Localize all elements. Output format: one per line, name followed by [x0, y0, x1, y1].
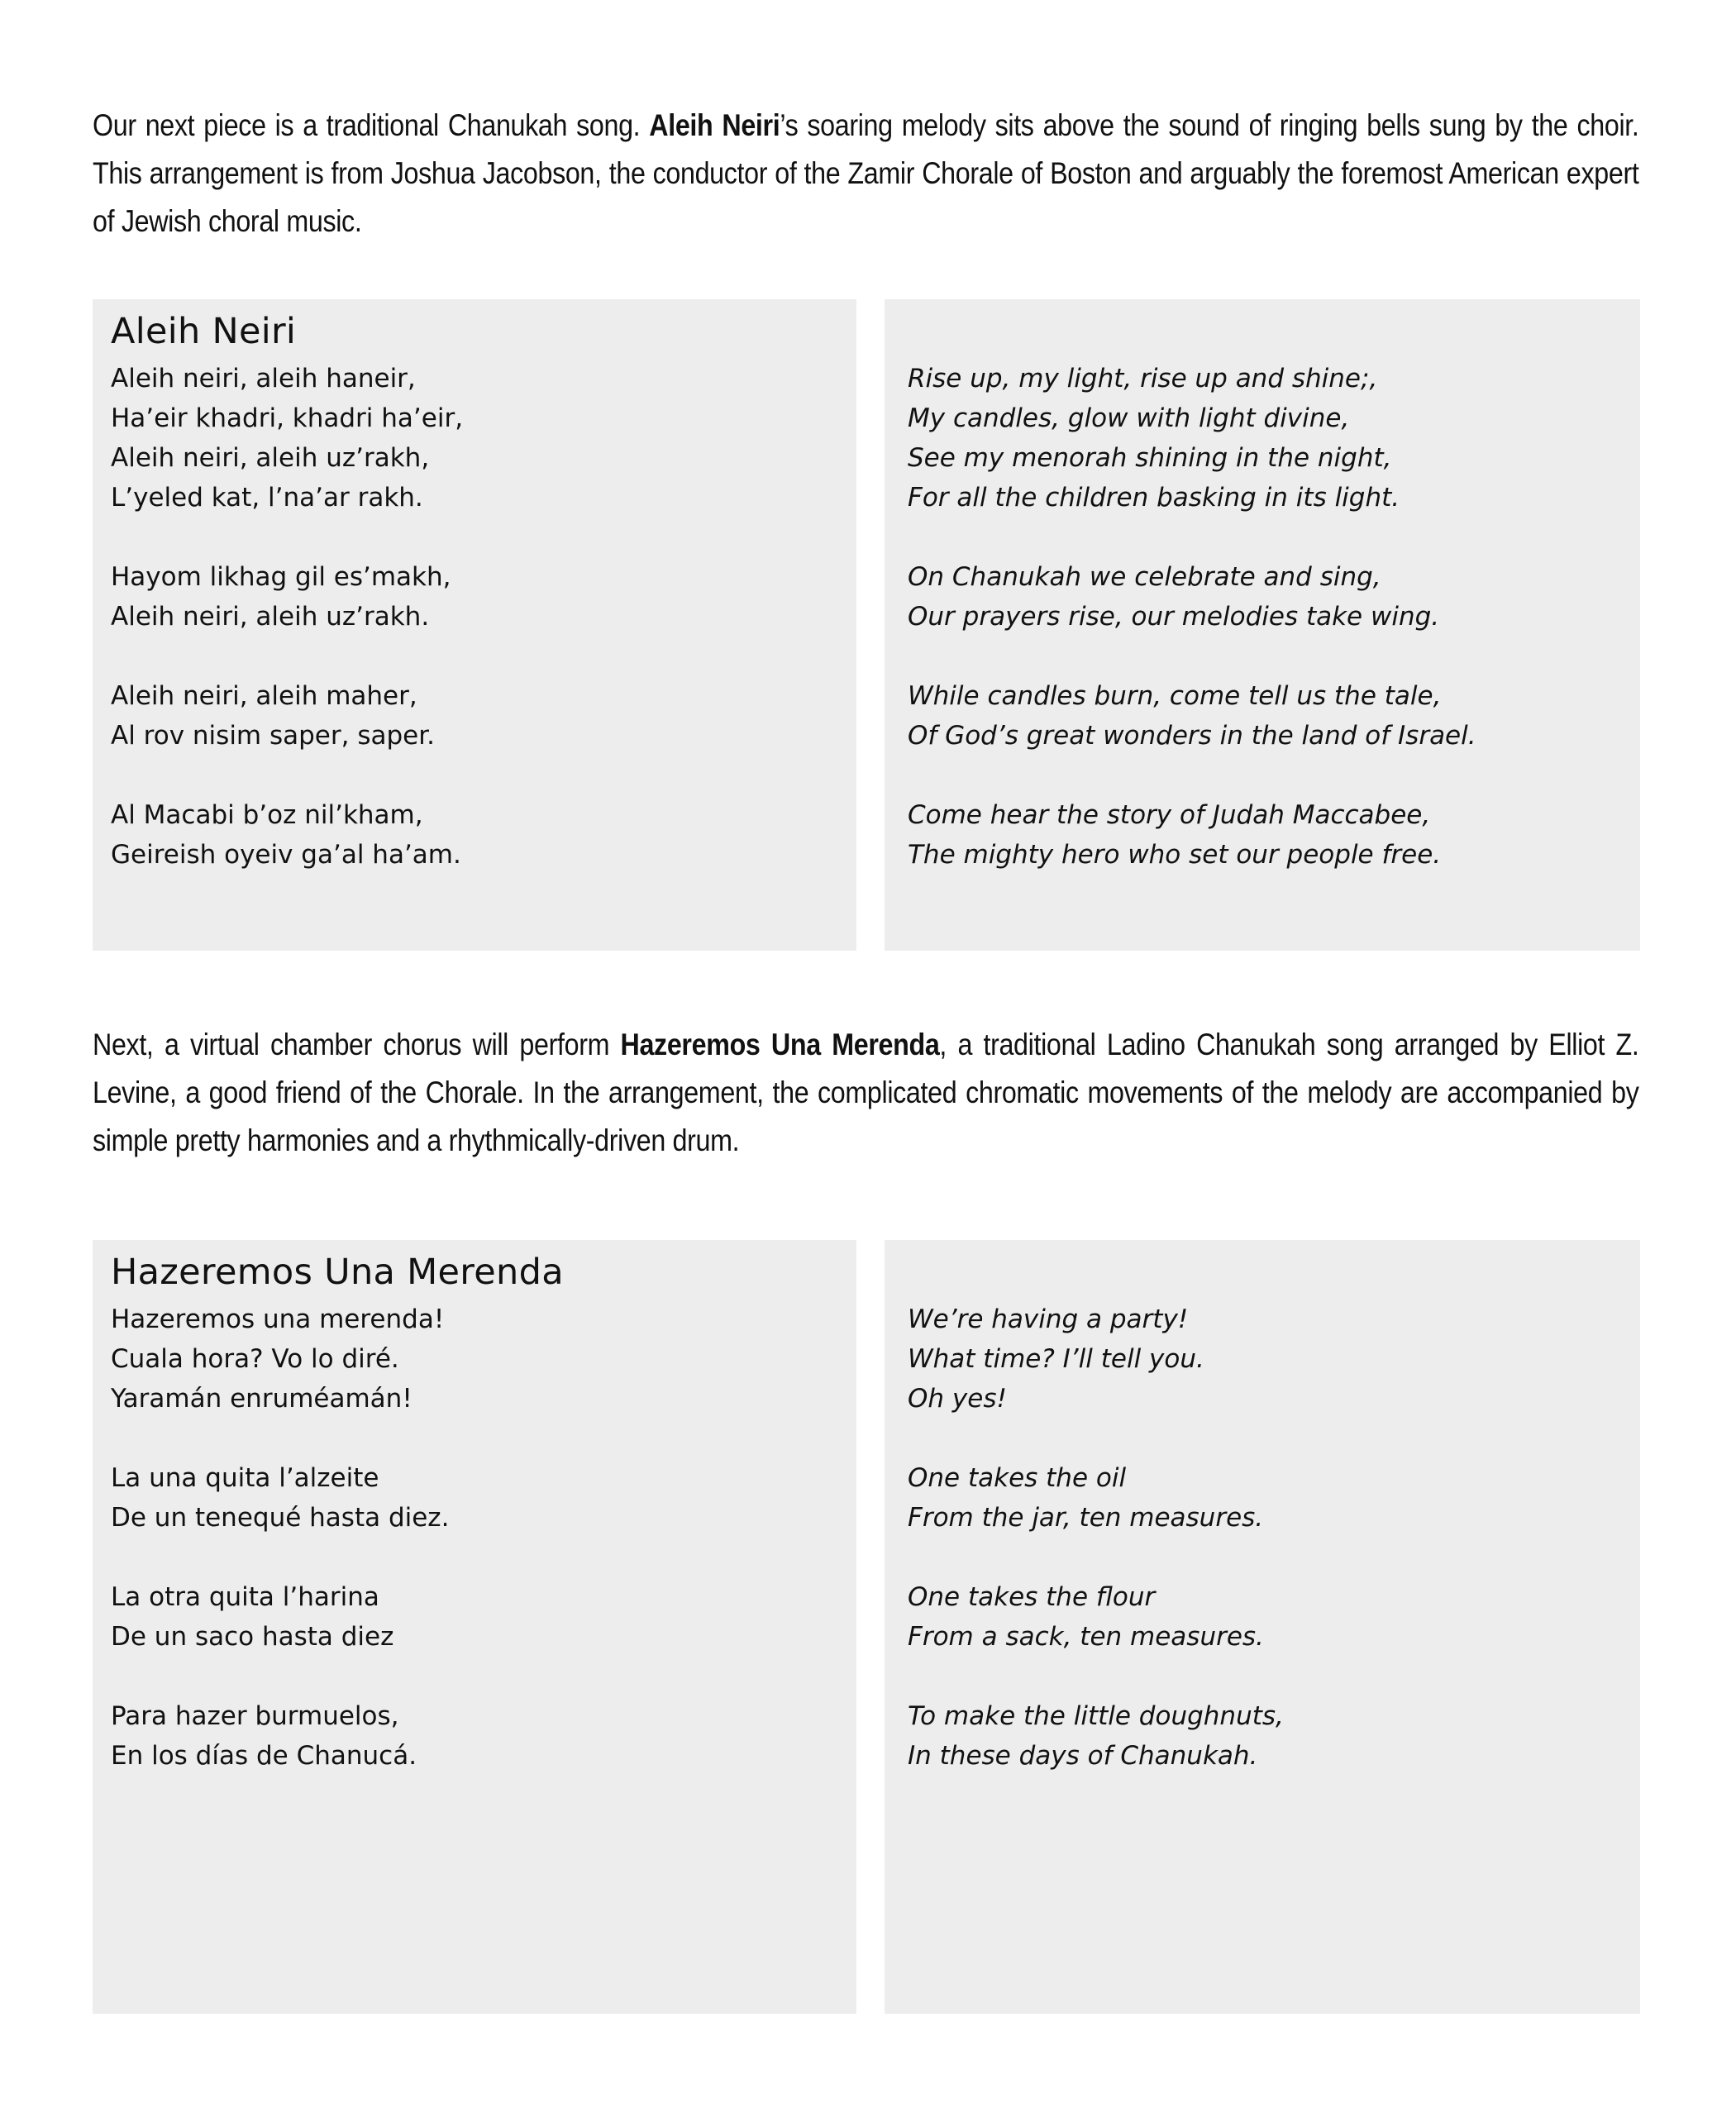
lyrics-panel-hazeremos-translation — [885, 1240, 1640, 2014]
lyric-line: We’re having a party! — [908, 1304, 1189, 1334]
lyric-line: De un tenequé hasta diez. — [111, 1503, 450, 1533]
lyric-line: Hayom likhag gil es’makh, — [111, 562, 451, 592]
song-name-bold: Aleih Neiri — [649, 107, 780, 142]
intro-paragraph-aleih-neiri — [93, 101, 1639, 245]
stanza — [908, 676, 1476, 756]
stanza — [111, 1696, 449, 1776]
stanza — [908, 795, 1476, 875]
lyric-line: Al Macabi b’oz nil’kham, — [111, 800, 423, 830]
song-title: Aleih Neiri — [111, 311, 297, 352]
lyric-line: One takes the flour — [908, 1582, 1156, 1612]
lyric-line: Ha’eir khadri, khadri ha’eir, — [111, 403, 464, 433]
lyric-line: Cuala hora? Vo lo diré. — [111, 1344, 399, 1374]
lyric-line: Our prayers rise, our melodies take wing. — [908, 602, 1440, 632]
lyric-line: To make the little doughnuts, — [908, 1701, 1284, 1731]
lyric-line: Geireish oyeiv ga’al ha’am. — [111, 840, 461, 870]
stanza — [908, 1577, 1284, 1657]
stanza — [908, 1300, 1284, 1419]
lyric-line: Al rov nisim saper, saper. — [111, 721, 435, 751]
lyrics-translation — [908, 359, 1476, 875]
lyric-line: From a sack, ten measures. — [908, 1622, 1264, 1652]
lyric-line: Yaramán enruméamán! — [111, 1384, 413, 1414]
lyrics-panel-aleih-neiri-original — [93, 299, 856, 951]
lyric-line: Oh yes! — [908, 1384, 1007, 1414]
lyrics-translation — [908, 1300, 1284, 1776]
lyric-line: The mighty hero who set our people free. — [908, 840, 1442, 870]
stanza — [111, 1577, 449, 1657]
lyric-line: Aleih neiri, aleih uz’rakh. — [111, 602, 430, 632]
stanza — [908, 557, 1476, 637]
lyric-line: On Chanukah we celebrate and sing, — [908, 562, 1381, 592]
lyric-line: De un saco hasta diez — [111, 1622, 394, 1652]
stanza — [111, 1300, 449, 1419]
lyric-line: L’yeled kat, l’na’ar rakh. — [111, 483, 423, 513]
lyric-line: La una quita l’alzeite — [111, 1463, 379, 1493]
lyric-line: While candles burn, come tell us the tale, — [908, 681, 1442, 711]
lyric-line: Hazeremos una merenda! — [111, 1304, 445, 1334]
lyric-line: Aleih neiri, aleih haneir, — [111, 364, 416, 393]
lyric-line: Of God’s great wonders in the land of Israel. — [908, 721, 1476, 751]
lyric-line: In these days of Chanukah. — [908, 1741, 1258, 1771]
stanza — [111, 1458, 449, 1538]
lyric-line: Come hear the story of Judah Maccabee, — [908, 800, 1431, 830]
lyric-line: From the jar, ten measures. — [908, 1503, 1264, 1533]
lyric-line: Para hazer burmuelos, — [111, 1701, 399, 1731]
lyric-line: Rise up, my light, rise up and shine;, — [908, 364, 1378, 393]
stanza — [908, 359, 1476, 517]
intro-text: Next, a virtual chamber chorus will perform — [93, 1027, 621, 1061]
lyric-line: En los días de Chanucá. — [111, 1741, 417, 1771]
lyric-line: What time? I’ll tell you. — [908, 1344, 1204, 1374]
intro-text: Our next piece is a traditional Chanukah song. — [93, 107, 650, 142]
intro-paragraph-hazeremos — [93, 1020, 1639, 1164]
lyric-line: See my menorah shining in the night, — [908, 443, 1392, 473]
lyrics-original — [111, 1300, 449, 1776]
stanza — [908, 1696, 1284, 1776]
stanza — [111, 676, 463, 756]
lyrics-panel-aleih-neiri-translation — [885, 299, 1640, 951]
song-title: Hazeremos Una Merenda — [111, 1252, 564, 1293]
lyric-line: Aleih neiri, aleih uz’rakh, — [111, 443, 430, 473]
song-name-bold: Hazeremos Una Merenda — [620, 1027, 940, 1061]
lyric-line: My candles, glow with light divine, — [908, 403, 1350, 433]
stanza — [111, 359, 463, 517]
intro-text: , a traditional Ladino Chanukah song arranged by Elliot Z. Levine, a good friend of the Chorale. In the arrangement, the complicated chromatic movements of the melody are accompanied by simple pretty harmonies and a rhythmically-driven drum. — [93, 1027, 1639, 1157]
lyric-line: Aleih neiri, aleih maher, — [111, 681, 417, 711]
lyric-line: One takes the oil — [908, 1463, 1127, 1493]
stanza — [111, 557, 463, 637]
lyrics-panel-hazeremos-original — [93, 1240, 856, 2014]
lyric-line: For all the children basking in its light. — [908, 483, 1400, 513]
intro-text: ’s soaring melody sits above the sound of ringing bells sung by the choir. This arrangement is from Joshua Jacobson, the conductor of the Zamir Chorale of Boston and arguably the foremost American expert of Jewish choral music. — [93, 107, 1639, 238]
stanza — [111, 795, 463, 875]
stanza — [908, 1458, 1284, 1538]
lyrics-original — [111, 359, 463, 875]
lyric-line: La otra quita l’harina — [111, 1582, 379, 1612]
